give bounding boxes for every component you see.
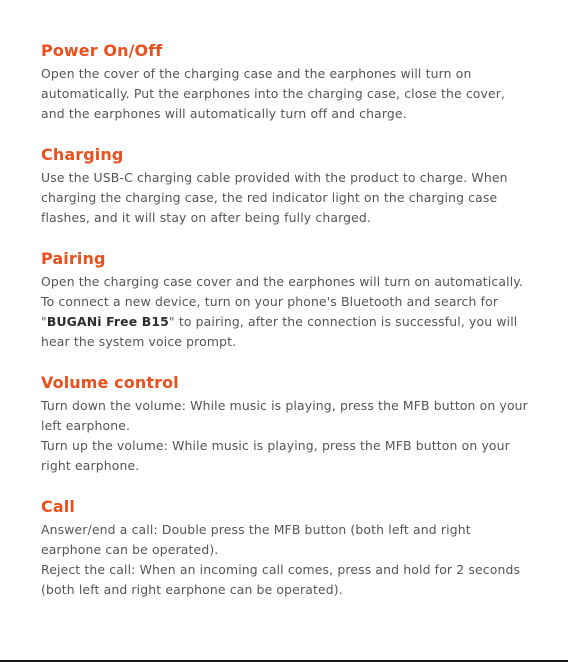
section-paragraph: Open the cover of the charging case and the earphones will turn on automatically. Put the earphones into the charging case, close the cover, and the earphones will automatically turn off and charge.	[41, 66, 506, 121]
paragraph-text-after: " to pairing, after the connection is successful, you will hear the system voice prompt.	[41, 314, 518, 349]
section-call	[41, 496, 528, 600]
section-pairing	[41, 248, 528, 352]
section-heading: Pairing	[41, 249, 106, 268]
section-charging	[41, 144, 528, 228]
product-name: BUGANi Free B15	[46, 314, 169, 329]
paragraph-text-before: Open the charging case cover and the earphones will turn on automatically. To connect a new device, turn on your phone's Bluetooth and search for "	[41, 274, 524, 329]
section-power	[41, 40, 528, 124]
section-paragraph: Turn up the volume: While music is playing, press the MFB button on your right earphone.	[41, 438, 510, 473]
section-heading: Charging	[41, 145, 124, 164]
section-paragraph: Use the USB-C charging cable provided with the product to charge. When charging the charging case, the red indicator light on the charging case flashes, and it will stay on after being fully charged.	[41, 170, 508, 225]
section-paragraph: Turn down the volume: While music is playing, press the MFB button on your left earphone.	[41, 398, 528, 433]
section-paragraph: Answer/end a call: Double press the MFB button (both left and right earphone can be operated).	[41, 522, 471, 557]
section-paragraph	[41, 272, 528, 352]
section-paragraph: Reject the call: When an incoming call comes, press and hold for 2 seconds (both left and right earphone can be operated).	[41, 562, 521, 597]
section-heading: Volume control	[41, 373, 179, 392]
section-volume-control	[41, 372, 528, 476]
section-heading: Call	[41, 497, 75, 516]
section-heading: Power On/Off	[41, 41, 163, 60]
